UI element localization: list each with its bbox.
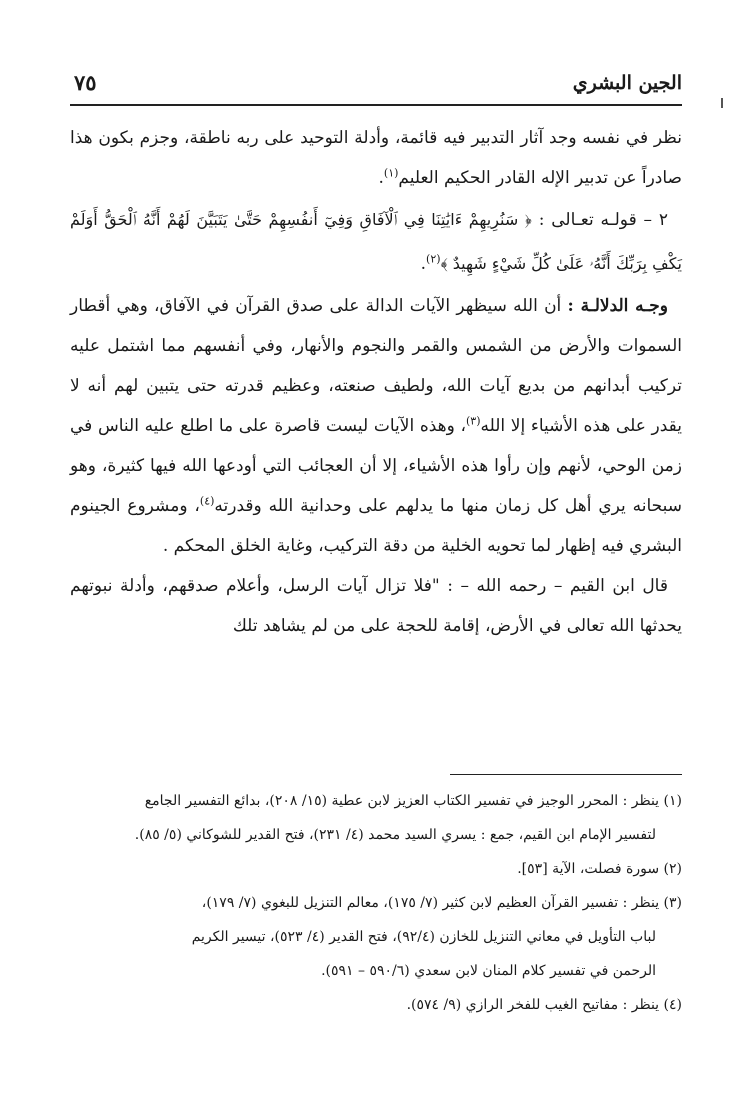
quran-verse: ﴿ سَنُرِيهِمْ ءَايَٰتِنَا فِي ٱلْآفَاقِ وَفِيٓ أَنفُسِهِمْ حَتَّىٰ يَتَبَيَّنَ لَهُمْ أَنَّهُ ٱلْحَقُّ أَوَلَمْ يَكْفِ بِرَبِّكَ أَنَّهُۥ عَلَىٰ كُلِّ شَيْءٍ شَهِيدٌ ﴾: [70, 210, 682, 273]
item-2-end: .: [420, 254, 427, 274]
footnote-separator: [450, 774, 682, 775]
paragraph-3: [70, 286, 682, 566]
paragraph-1: [70, 118, 682, 198]
footnote-3-line-2: لباب التأويل في معاني التنزيل للخازن (٩٢/٤)، فتح القدير (٤/ ٥٢٣)، تيسير الكريم: [191, 929, 656, 945]
footnote-1-line-1: (١) ينظر : المحرر الوجيز في تفسير الكتاب العزيز لابن عطية (١٥/ ٢٠٨)، بدائع التفسير الجامع: [144, 793, 682, 809]
footnotes: [70, 784, 682, 1022]
paragraph-3-text-b: ، وهذه الآيات ليست قاصرة على ما اطلع عليه الناس في زمن الوحي، لأنهم وإن رأوا هذه الأشياء، إلا أن العجائب التي أودعها الله فيها كثيرة، وهو سبحانه يري أهل كل زمان منها ما يدلهم على وحدانية الله وقدرته: [70, 416, 683, 516]
paragraph-3-text-c: ، ومشروع الجينوم البشري فيه إظهار لما تحويه الخلية من دقة التركيب، وغاية الخلق المحكم .: [70, 496, 682, 556]
paragraph-3-text-a: أن الله سيظهر الآيات الدالة على صدق القرآن في الآفاق، وهي أقطار السموات والأرض من الشمس والقمر والنجوم والأنهار، وفي أنفسهم مما اشتمل عليه تركيب أبدانهم من بديع آيات الله، ولطيف صنعته، وعظيم قدرته حتى يتبين لهم أنه لا يقدر على هذه الأشياء إلا الله: [70, 296, 682, 436]
running-title: الجين البشري: [572, 72, 682, 94]
page-number: ٧٥: [74, 70, 97, 95]
footnote-4: (٤) ينظر : مفاتيح الغيب للفخر الرازي (٩/ ٥٧٤).: [406, 997, 682, 1013]
paragraph-1-end: .: [378, 168, 384, 188]
footnote-ref-3: (٣): [465, 414, 481, 428]
page-header: [70, 70, 682, 106]
footnote-3-line-1: (٣) ينظر : تفسير القرآن العظيم لابن كثير (٧/ ١٧٥)، معالم التنزيل للبغوي (٧/ ١٧٩)،: [201, 895, 682, 911]
item-2: [70, 198, 682, 286]
paragraph-3-lead: وجـه الدلالـة :: [567, 296, 668, 316]
paragraph-4: قال ابن القيم – رحمه الله – : "فلا تزال آيات الرسل، وأعلام صدقهم، وأدلة نبوتهم يحدثها الله تعالى في الأرض، إقامة للحجة على من لم يشاهد تلك: [70, 576, 682, 636]
footnote-ref-1: (١): [383, 166, 399, 180]
footnote-3-line-3: الرحمن في تفسير كلام المنان لابن سعدي (٥٩٠/٦ – ٥٩١).: [321, 963, 656, 979]
footnote-1-line-2: لتفسير الإمام ابن القيم، جمع : يسري السيد محمد (٤/ ٢٣١)، فتح القدير للشوكاني (٥/ ٨٥).: [134, 827, 656, 843]
footnote-ref-4: (٤): [199, 494, 215, 508]
paragraph-1-text: نظر في نفسه وجد آثار التدبير فيه قائمة، وأدلة التوحيد على ربه ناطقة، وجزم بكون هذا صادراً عن تدبير الإله القادر الحكيم العليم: [70, 128, 682, 188]
body-text: [70, 118, 682, 646]
item-2-lead: ٢ – قولـه تعـالى :: [538, 210, 669, 230]
footnote-ref-2: (٢): [426, 252, 441, 266]
margin-mark: [721, 98, 723, 108]
footnote-2: (٢) سورة فصلت، الآية [٥٣].: [517, 861, 682, 877]
